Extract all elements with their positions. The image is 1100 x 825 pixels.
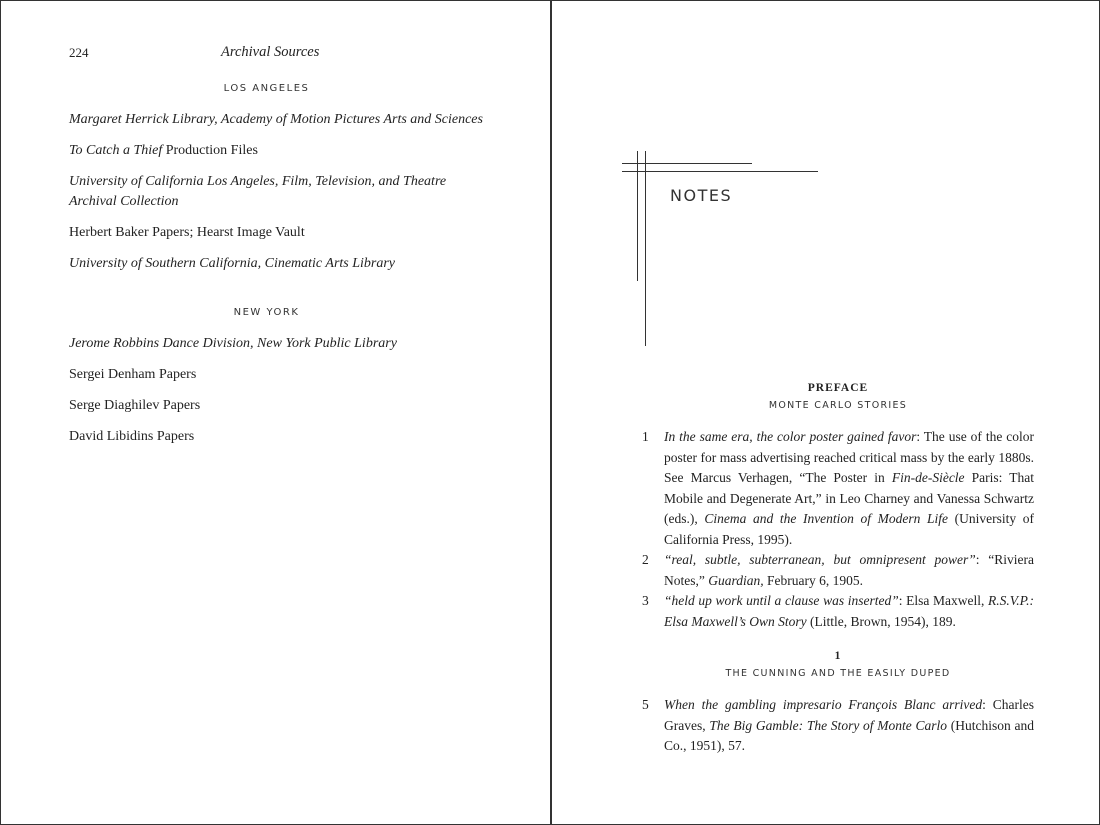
- chapter-title: MONTE CARLO STORIES: [768, 400, 908, 411]
- chapter-notes-1: [642, 650, 1034, 757]
- chapter-number: 1: [834, 650, 842, 662]
- note-item: [642, 427, 1034, 550]
- source-entry: [69, 141, 489, 161]
- source-entry: Margaret Herrick Library, Academy of Motion Pictures Arts and Sciences: [69, 112, 483, 127]
- note-number: 2: [642, 552, 649, 567]
- source-entry: Sergei Denham Papers: [69, 367, 197, 382]
- note-text: In the same era, the color poster gained favor: The use of the color poster for mass advertising reached critical mass by the early 1880s. See Marcus Verhagen, “The Poster in Fin-de-Siècle Paris: That Mobile and Degenerate Art,” in Leo Charney and Vanessa Schwartz (eds.), Cinema and the Invention of Modern Life (University of California Press, 1995).: [664, 429, 1034, 547]
- source-entry: Jerome Robbins Dance Division, New York Public Library: [69, 336, 397, 351]
- right-page: [552, 1, 1100, 824]
- section-heading-new-york: NEW YORK: [233, 307, 300, 318]
- note-item: [642, 695, 1034, 757]
- chapter-notes-preface: [642, 382, 1034, 632]
- chapter-number: PREFACE: [807, 382, 869, 394]
- ornament-line-top: [622, 163, 752, 164]
- running-head: Archival Sources: [221, 44, 320, 60]
- source-entry: Serge Diaghilev Papers: [69, 398, 201, 413]
- source-entry-rest: Production Files: [162, 143, 258, 158]
- source-entry: David Libidins Papers: [69, 429, 195, 444]
- notes-title: NOTES: [670, 186, 733, 205]
- page-number: 224: [69, 45, 89, 60]
- note-text: “held up work until a clause was inserted”: Elsa Maxwell, R.S.V.P.: Elsa Maxwell’s Own Story (Little, Brown, 1954), 189.: [664, 593, 1035, 629]
- note-number: 3: [642, 593, 649, 608]
- source-entry: University of Southern California, Cinematic Arts Library: [69, 256, 396, 271]
- note-item: [642, 591, 1034, 632]
- note-number: 5: [642, 697, 649, 712]
- ornament-line-left-long: [645, 151, 646, 346]
- note-number: 1: [642, 429, 649, 444]
- note-text: “real, subtle, subterranean, but omnipresent power”: “Riviera Notes,” Guardian, February 6, 1905.: [664, 552, 1035, 588]
- source-entry-title: To Catch a Thief: [69, 143, 163, 158]
- ornament-line-left: [637, 151, 638, 281]
- ornament-line-top-long: [622, 171, 818, 172]
- left-page: [1, 1, 550, 824]
- note-text: When the gambling impresario François Blanc arrived: Charles Graves, The Big Gamble: The Story of Monte Carlo (Hutchison and Co., 1951), 57.: [664, 697, 1035, 753]
- section-heading-los-angeles: LOS ANGELES: [223, 83, 310, 94]
- note-item: [642, 550, 1034, 591]
- chapter-title: THE CUNNING AND THE EASILY DUPED: [725, 668, 951, 679]
- source-entry: University of California Los Angeles, Film, Television, and Theatre Archival Collection: [69, 174, 447, 209]
- archival-sources-list: [69, 83, 489, 458]
- source-entry: Herbert Baker Papers; Hearst Image Vault: [69, 225, 305, 240]
